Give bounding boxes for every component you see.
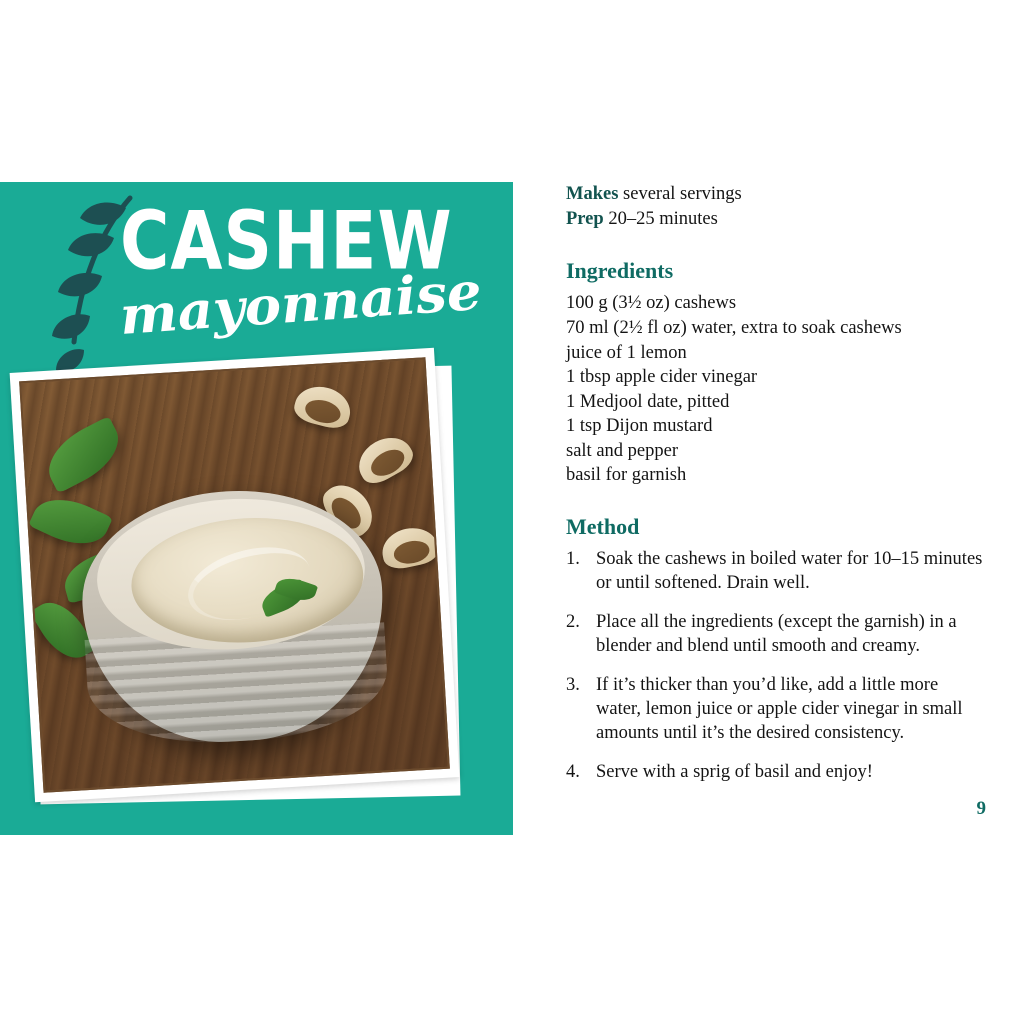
method-step	[566, 673, 986, 745]
ingredients-list	[566, 291, 986, 488]
ingredient-item: 1 tsp Dijon mustard	[566, 416, 713, 437]
meta-label-prep: Prep	[566, 209, 604, 230]
bowl	[76, 482, 390, 749]
method-step	[566, 610, 986, 658]
ingredient-item: salt and pepper	[566, 440, 678, 461]
ingredient-item: 100 g (3½ oz) cashews	[566, 293, 737, 314]
meta-row-makes	[566, 182, 986, 207]
basil-garnish	[259, 578, 321, 615]
recipe-title-panel	[0, 182, 513, 835]
page-number: 9	[976, 798, 986, 819]
method-step-number: 1.	[566, 549, 580, 570]
meta-value-makes: several servings	[623, 184, 742, 204]
recipe-title	[117, 194, 500, 347]
method-step-text: Place all the ingredients (except the garnish) in a blender and blend until smooth and creamy.	[596, 612, 957, 657]
photo-frame	[10, 348, 460, 802]
ingredient-item: 1 Medjool date, pitted	[566, 391, 730, 412]
ingredient-item: juice of 1 lemon	[566, 342, 687, 363]
basil-leaf-icon	[28, 487, 113, 556]
recipe-title-script: mayonnaise	[117, 260, 484, 347]
recipe-meta	[566, 182, 986, 232]
method-step-number: 2.	[566, 612, 580, 633]
cashew-nut-icon	[291, 381, 355, 432]
method-step-text: If it’s thicker than you’d like, add a little more water, lemon juice or apple cider vinegar in small amounts until it’s the desired consistency.	[596, 675, 963, 744]
cashew-nut-icon	[378, 523, 440, 571]
method-step	[566, 760, 986, 784]
method-list	[566, 547, 986, 784]
method-step-number: 4.	[566, 762, 580, 783]
meta-row-prep	[566, 207, 986, 232]
method-step-number: 3.	[566, 675, 580, 696]
cashew-nut-icon	[351, 429, 418, 490]
ingredient-item: basil for garnish	[566, 465, 687, 486]
photo-border	[19, 357, 450, 792]
recipe-title-main: CASHEW	[120, 194, 453, 289]
ingredient-item: 1 tbsp apple cider vinegar	[566, 367, 758, 388]
photo-image	[21, 359, 447, 790]
recipe-text-column	[566, 182, 986, 835]
meta-label-makes: Makes	[566, 184, 619, 204]
method-step-text: Soak the cashews in boiled water for 10–15 minutes or until softened. Drain well.	[596, 549, 983, 594]
ingredient-item: 70 ml (2½ fl oz) water, extra to soak cashews	[566, 317, 902, 338]
method-heading: Method	[566, 514, 640, 540]
method-step	[566, 547, 986, 595]
recipe-photo	[22, 360, 482, 810]
basil-leaf-icon	[38, 416, 130, 494]
method-step-text: Serve with a sprig of basil and enjoy!	[596, 762, 873, 783]
ingredients-heading: Ingredients	[566, 258, 674, 284]
meta-value-prep: 20–25 minutes	[608, 209, 718, 230]
